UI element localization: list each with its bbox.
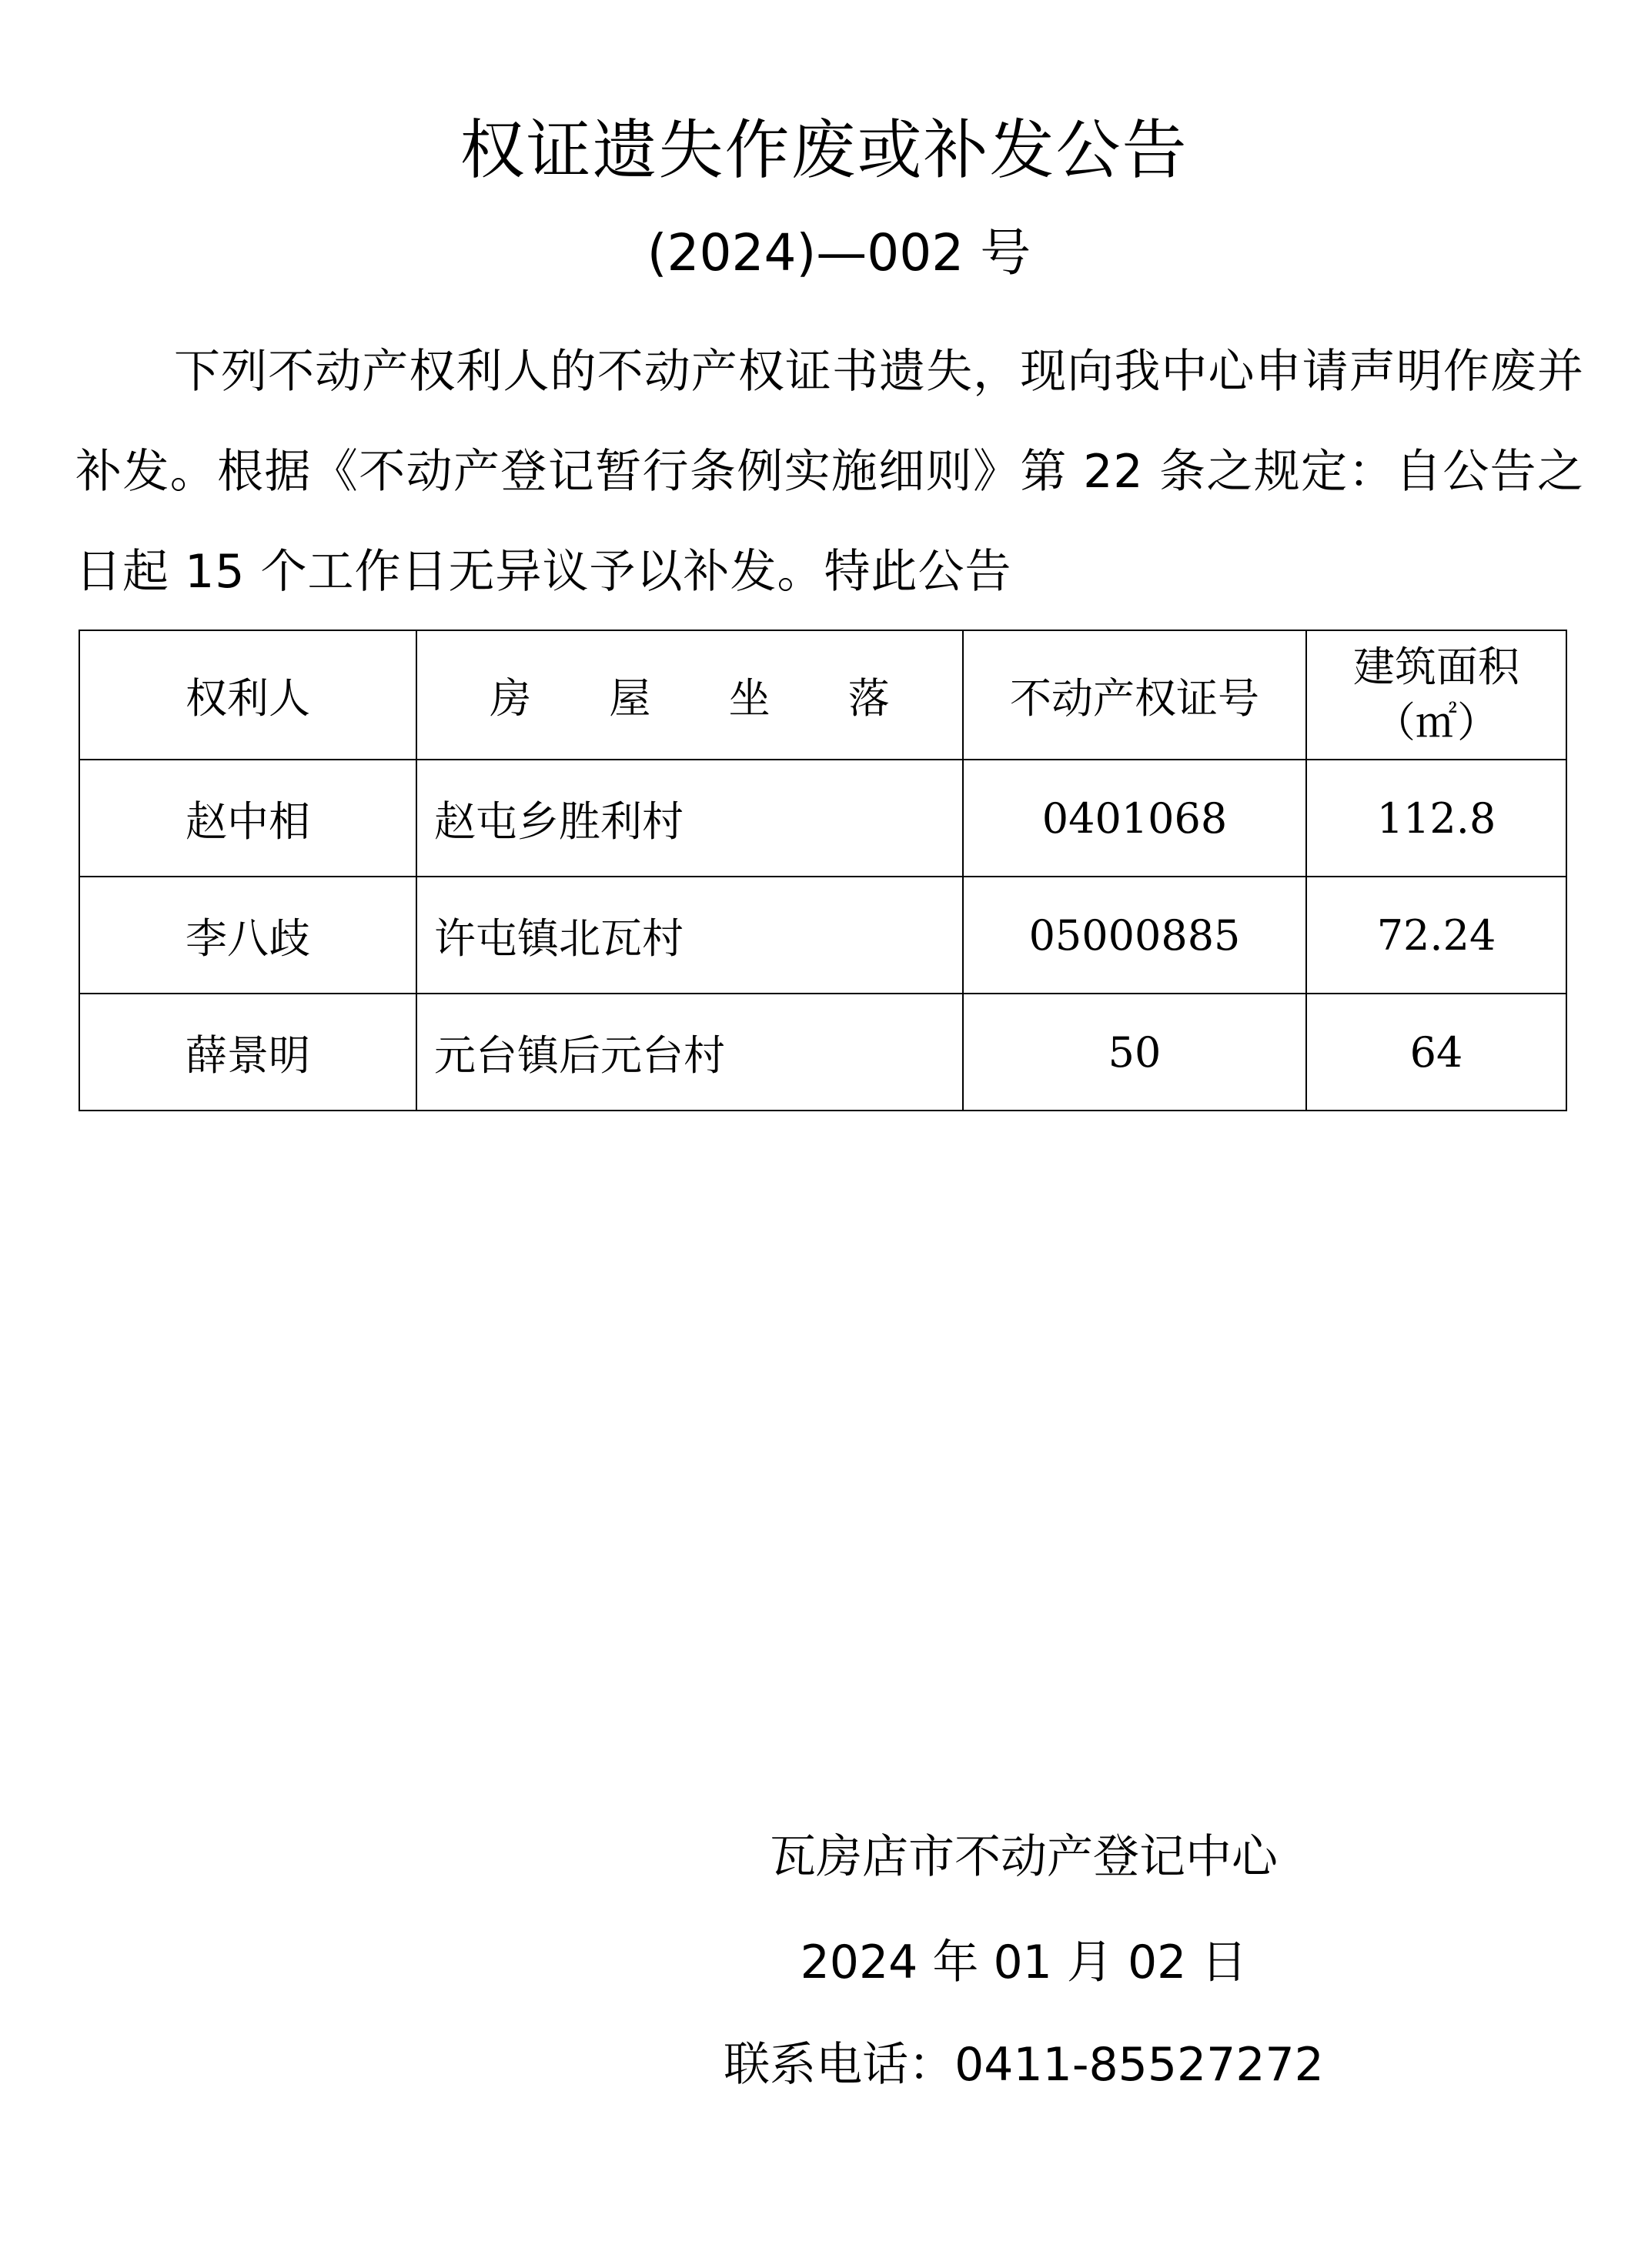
cell-area: 64 — [1306, 994, 1566, 1111]
issue-date: 2024 年 01 月 02 日 — [800, 1936, 1248, 1989]
cell-cert-no: 0401068 — [963, 760, 1306, 877]
header-location-label: 房 屋 坐 落 — [490, 673, 922, 723]
notice-number: (2024)—002 号 — [647, 223, 1031, 282]
notice-title: 权证遗失作废或补发公告 — [460, 112, 1188, 188]
cell-holder: 薛景明 — [79, 994, 416, 1111]
cell-area: 112.8 — [1306, 760, 1566, 877]
cell-holder: 李八歧 — [79, 877, 416, 994]
lost-certificate-table — [79, 630, 1567, 1111]
table-row — [79, 760, 1566, 877]
contact-phone: 联系电话：0411-85527272 — [724, 2038, 1324, 2092]
cell-cert-no: 50 — [963, 994, 1306, 1111]
cell-location: 许屯镇北瓦村 — [416, 877, 963, 994]
cell-area: 72.24 — [1306, 877, 1566, 994]
cell-cert-no: 05000885 — [963, 877, 1306, 994]
table-row — [79, 877, 1566, 994]
header-area-unit: （㎡） — [1374, 698, 1499, 747]
header-cert-no: 不动产权证号 — [963, 630, 1306, 760]
issuing-organization: 瓦房店市不动产登记中心 — [770, 1830, 1278, 1884]
cell-location: 赵屯乡胜利村 — [416, 760, 963, 877]
header-holder: 权利人 — [79, 630, 416, 760]
table-row — [79, 994, 1566, 1111]
cell-holder: 赵中相 — [79, 760, 416, 877]
header-location — [416, 630, 963, 760]
header-area-label: 建筑面积 — [1353, 643, 1519, 691]
table-header-row — [79, 630, 1566, 760]
notice-body: 下列不动产权利人的不动产权证书遗失，现向我中心申请声明作废并补发。根据《不动产登记暂行条例实施细则》第 22 条之规定：自公告之日起 15 个工作日无异议予以补发。特此公告 — [75, 345, 1584, 599]
header-area — [1306, 630, 1566, 760]
cell-location: 元台镇后元台村 — [416, 994, 963, 1111]
